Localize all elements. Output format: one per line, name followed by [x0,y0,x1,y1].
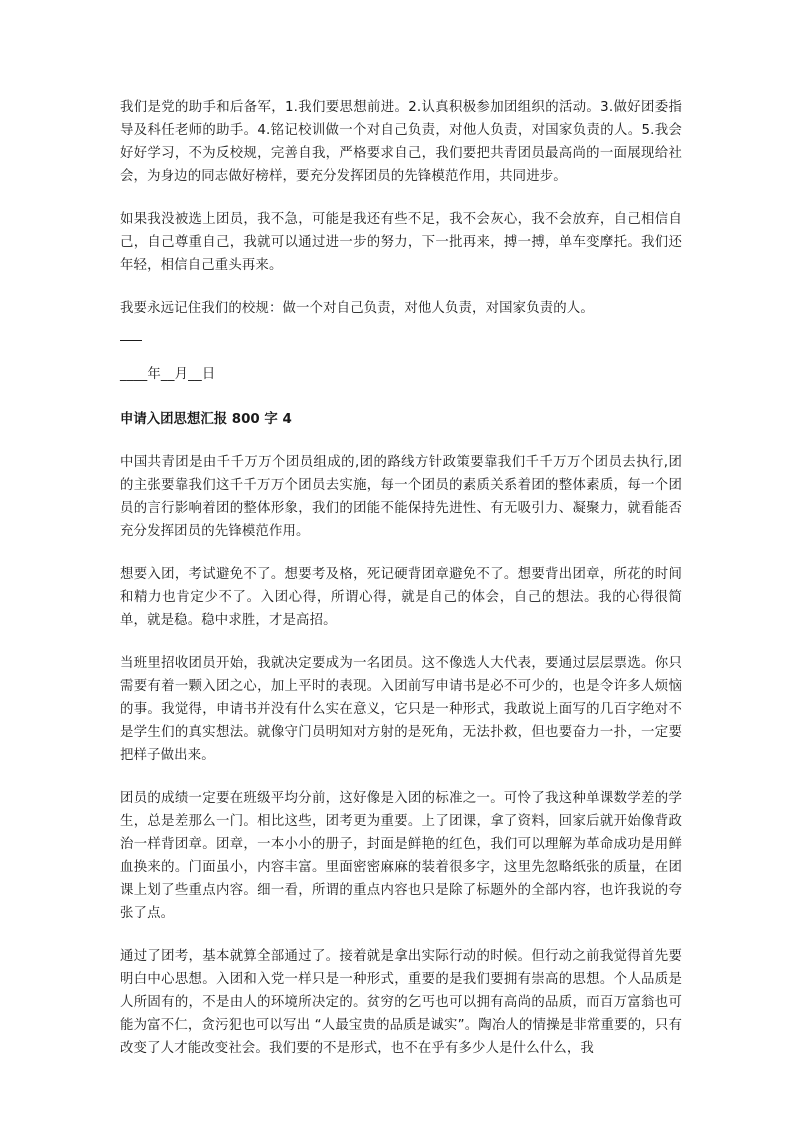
paragraph: 我们是党的助手和后备军，1.我们要思想前进。2.认真积极参加团组织的活动。3.做好团委指导及科任老师的助手。4.铭记校训做一个对自己负责，对他人负责，对国家负责的人。5.我会好好学习，不为反校规，完善自我，严格要求自己，我们要把共青团员最高尚的一面展现给社会，为身边的同志做好榜样，要充分发挥团员的先锋模范作用，共同进步。 [120,100,682,184]
paragraph: 当班里招收团员开始，我就决定要成为一名团员。这不像选人大代表，要通过层层票选。你只需要有着一颗入团之心，加上平时的表现。入团前写申请书是必不可少的，也是令许多人烦恼的事。我觉得，申请书并没有什么实在意义，它只是一种形式，我敢说上面写的几百字绝对不是学生们的真实想法。就像守门员明知对方射的是死角，无法扑救，但也要奋力一扑，一定要把样子做出来。 [120,656,682,763]
date-line: ____年__月__日 [120,367,216,382]
signature-line [120,340,142,341]
paragraph: 通过了团考，基本就算全部通过了。接着就是拿出实际行动的时候。但行动之前我觉得首先要明白中心思想。入团和入党一样只是一种形式，重要的是我们要拥有崇高的思想。个人品质是人所固有的，不是由人的环境所决定的。贫穷的乞丐也可以拥有高尚的品质，而百万富翁也可能为富不仁，贪污犯也可以写出 “人最宝贵的品质是诚实”。陶冶人的情操是非常重要的，只有改变了人才能改变社会。我们要的不是形式，也不在乎有多少人是什么什么，我 [120,949,682,1056]
paragraph: 团员的成绩一定要在班级平均分前，这好像是入团的标准之一。可怜了我这种单课数学差的学生，总是差那么一门。相比这些，团考更为重要。上了团课，拿了资料，回家后就开始像背政治一样背团章。团章，一本小小的册子，封面是鲜艳的红色，我们可以理解为革命成功是用鲜血换来的。门面虽小，内容丰富。里面密密麻麻的装着很多字，这里先忽略纸张的质量，在团课上划了些重点内容。细一看，所谓的重点内容也只是除了标题外的全部内容，也许我说的夸张了点。 [120,791,682,921]
document-page [120,96,682,1080]
paragraph: 中国共青团是由千千万万个团员组成的,团的路线方针政策要靠我们千千万万个团员去执行,团的主张要靠我们这千千万万个团员去实施，每一个团员的素质关系着团的整体素质，每一个团员的言行影响着团的整体形象，我们的团能不能保持先进性、有无吸引力、凝聚力，就看能否充分发挥团员的先锋模范作用。 [120,455,682,539]
paragraph: 我要永远记住我们的校规：做一个对自己负责，对他人负责，对国家负责的人。 [120,301,594,316]
section-title-text: 申请入团思想汇报 800 字 4 [120,412,292,427]
section-title [120,408,682,431]
paragraph: 想要入团，考试避免不了。想要考及格，死记硬背团章避免不了。想要背出团章，所花的时间和精力也肯定少不了。入团心得，所谓心得，就是自己的体会，自己的想法。我的心得很简单，就是稳。稳中求胜，才是高招。 [120,567,682,628]
paragraph: 如果我没被选上团员，我不急，可能是我还有些不足，我不会灰心，我不会放弃，自己相信自己，自己尊重自己，我就可以通过进一步的努力，下一批再来，搏一搏，单车变摩托。我们还年轻，相信自己重头再来。 [120,212,682,273]
